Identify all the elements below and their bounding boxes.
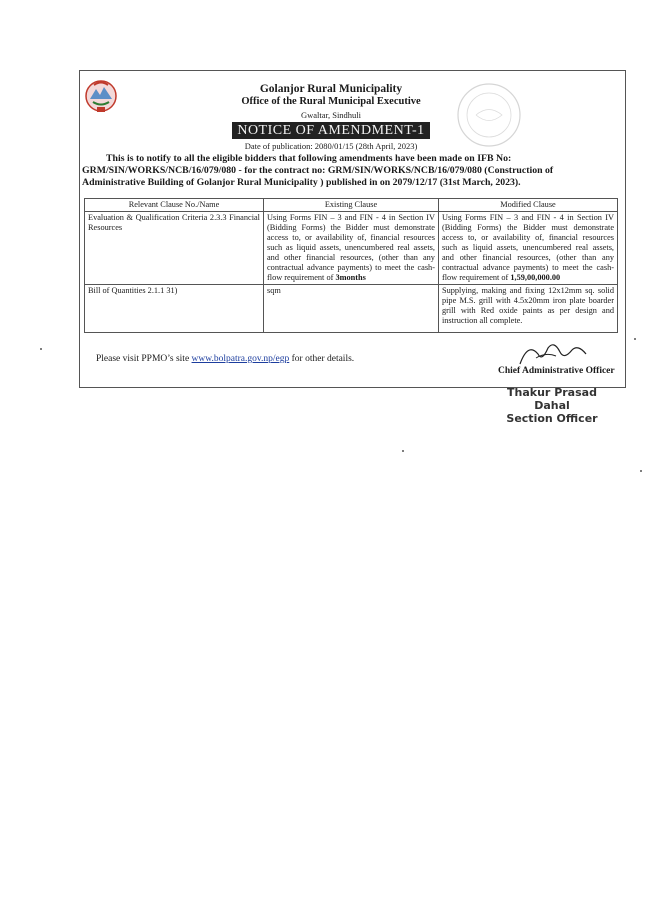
row1-modified-emph: 1,59,00,000.00 (510, 273, 561, 282)
row1-existing (264, 212, 439, 285)
col-header-clause: Relevant Clause No./Name (85, 199, 264, 212)
col-header-modified: Modified Clause (438, 199, 617, 212)
scan-speck (402, 450, 404, 452)
row2-clause: Bill of Quantities 2.1.1 31) (85, 285, 264, 333)
officer-title: Chief Administrative Officer (498, 366, 615, 376)
row1-modified (438, 212, 617, 285)
scan-speck (40, 348, 42, 350)
intro-line-2: GRM/SIN/WORKS/NCB/16/079/080 - for the contract no: GRM/SIN/WORKS/NCB/16/079/080 (Construction of (82, 165, 554, 176)
visit-suffix: for other details. (291, 354, 355, 364)
table-header-row (85, 199, 618, 212)
visit-prefix: Please visit PPMO’s site (96, 354, 190, 364)
row1-existing-text: Using Forms FIN – 3 and FIN - 4 in Section IV (Bidding Forms) the Bidder must demonstrate access to, or availability of, financial resources such as liquid assets, unencumbered real assets, and other financial resources, (other than any contractual advance payments) to meet the cash-flow requirement of (267, 213, 435, 282)
publication-date: Date of publication: 2080/01/15 (28th April, 2023) (244, 141, 418, 151)
row2-modified: Supplying, making and fixing 12x12mm sq. solid pipe M.S. grill with 4.5x20mm iron plate boarder grill with Red oxide paints as per design and instruction all complete. (438, 285, 617, 333)
stamp-title: Section Officer (506, 412, 598, 425)
row1-existing-emph: 3months (335, 273, 366, 282)
table-row (85, 212, 618, 285)
scan-speck (634, 338, 636, 340)
officer-stamp (492, 386, 612, 425)
intro-line-3: Administrative Building of Golanjor Rural Municipality ) published in on 2079/12/17 (31st March, 2023). (82, 177, 521, 188)
office-name: Office of the Rural Municipal Executive (241, 96, 421, 107)
intro-paragraph (82, 153, 622, 189)
egp-link[interactable]: www.bolpatra.gov.np/egp (191, 354, 290, 364)
scan-speck (640, 470, 642, 472)
notice-title: NOTICE OF AMENDMENT-1 (232, 122, 429, 139)
visit-note (96, 354, 354, 364)
row2-existing: sqm (264, 285, 439, 333)
table-row (85, 285, 618, 333)
org-name: Golanjor Rural Municipality (259, 83, 403, 95)
amendment-table (84, 198, 618, 333)
col-header-existing: Existing Clause (264, 199, 439, 212)
row1-modified-text: Using Forms FIN – 3 and FIN - 4 in Section IV (Bidding Forms) the Bidder must demonstrate access to, or availability of, financial resources such as liquid assets, unencumbered real assets, and other financial resources, (other than any contractual advance payments) to meet the cash-flow requirement of (441, 213, 614, 282)
signature-icon (516, 334, 596, 370)
intro-line-1: This is to notify to all the eligible bidders that following amendments have been made on IFB No: (106, 153, 512, 164)
office-address: Gwaltar, Sindhuli (300, 110, 362, 120)
stamp-name: Thakur Prasad Dahal (507, 386, 597, 412)
row1-clause: Evaluation & Qualification Criteria 2.3.3 Financial Resources (85, 212, 264, 285)
